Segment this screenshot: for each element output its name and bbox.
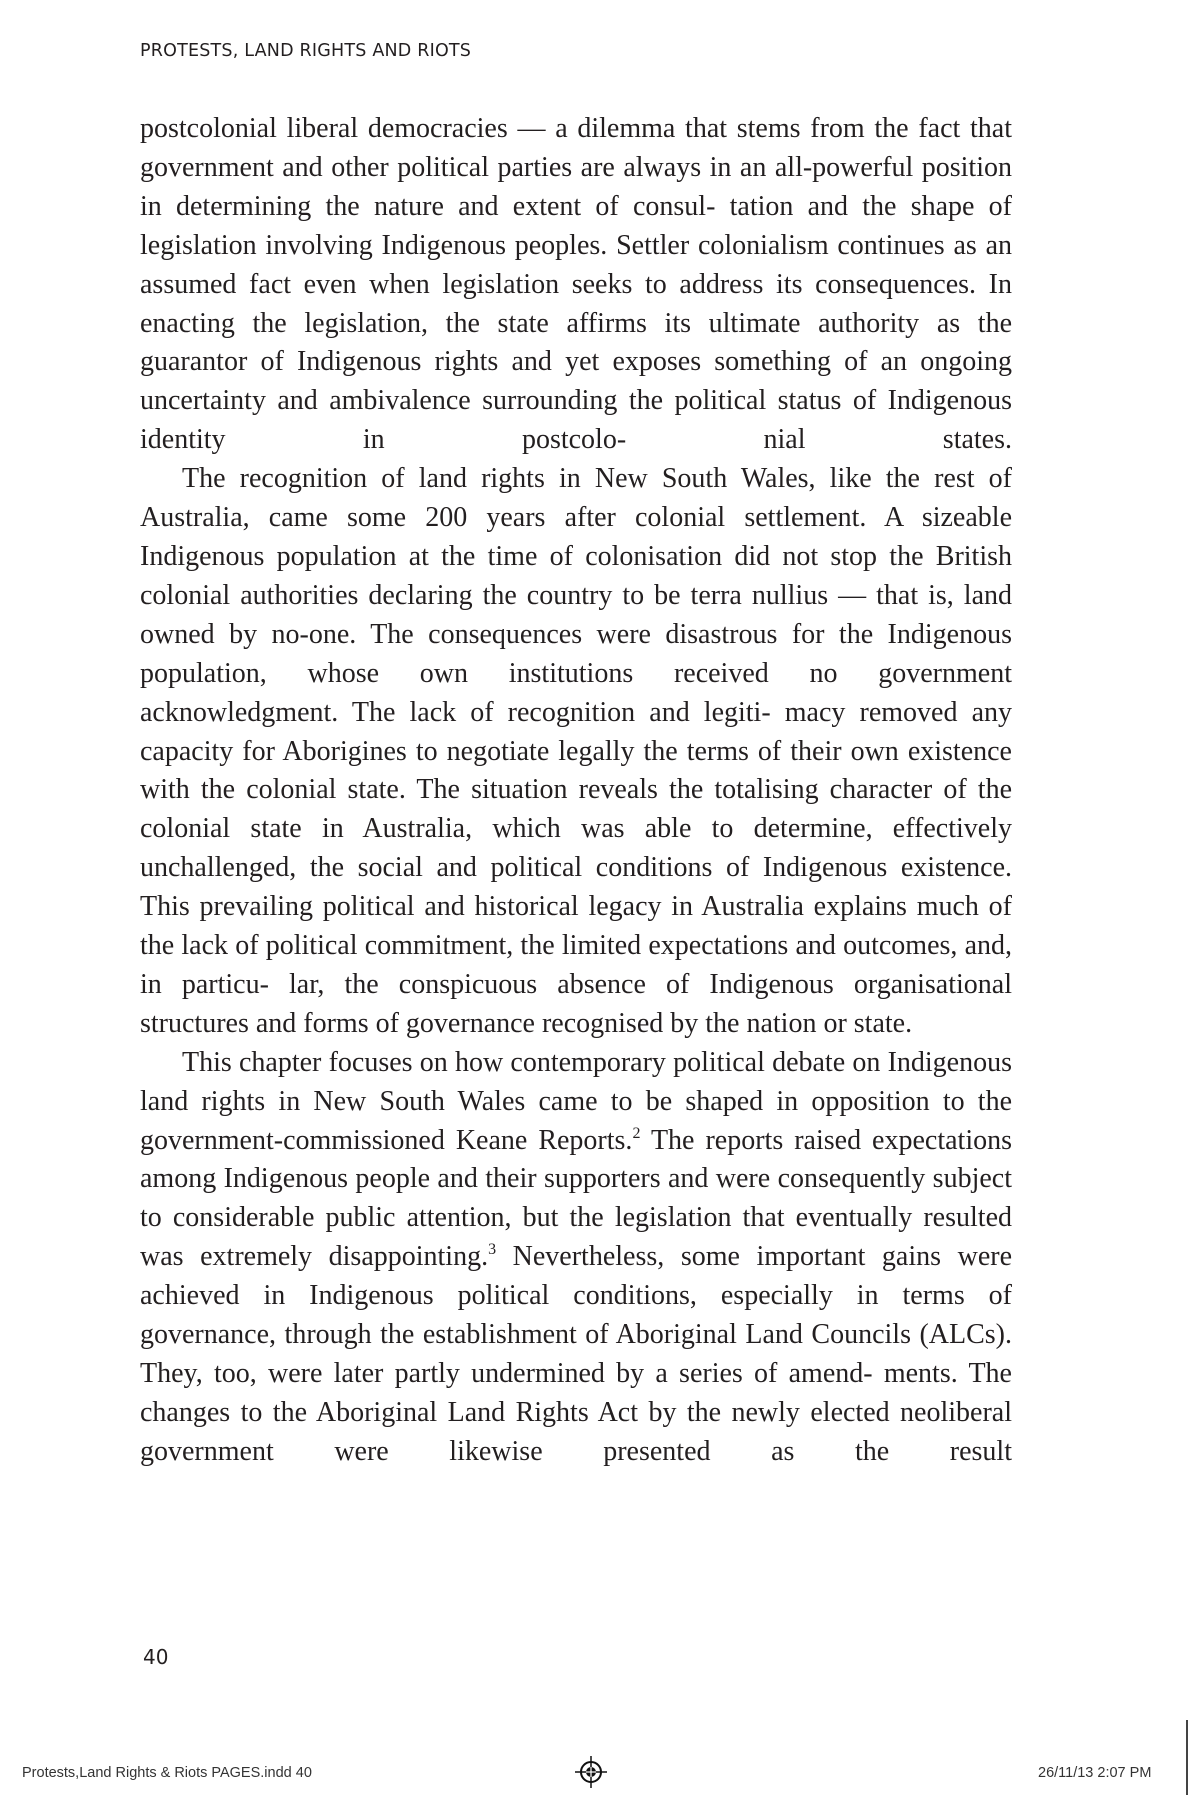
text-line: reveals the totalising character of the colonial state in Australia,	[140, 774, 1013, 845]
text-line: tation and the shape of legislation involving Indigenous peoples.	[140, 190, 1013, 261]
text-line: in Indigenous political conditions, especially in terms of governance,	[140, 1280, 1012, 1351]
text-line: disappointing.	[328, 1241, 489, 1273]
paragraph-1	[140, 110, 1012, 460]
slug-filename: Protests,Land Rights & Riots PAGES.indd 40	[22, 1765, 312, 1781]
text-line: all-powerful position in determining the nature and extent of consul-	[140, 151, 1012, 222]
text-line: lar, the conspicuous absence of Indigenous organisational structures	[140, 968, 1012, 1039]
text-line: affirms its ultimate authority as the guarantor of Indigenous rights and	[140, 307, 1013, 378]
text-line: seeks to address its consequences. In enacting the legislation, the state	[140, 268, 1012, 339]
text-line: attention, but the legislation that eventually resulted was extremely	[140, 1202, 1012, 1273]
text-line: of Australia, came some 200 years after colonial settlement. A sizeable	[140, 463, 1012, 534]
text-line: elected neoliberal government were likewise presented as the result	[140, 1396, 1012, 1467]
text-line: terms of their own existence with the colonial state. The situation	[140, 735, 1012, 806]
text-line: nial states.	[763, 424, 1013, 456]
text-line: Settler colonialism continues as an assumed fact even when legislation	[140, 229, 1012, 300]
text-line: commitment, the limited expectations and outcomes, and, in particu-	[140, 930, 1013, 1000]
paragraph-3	[140, 1044, 1012, 1472]
text-line: and forms of governance recognised by the nation or state.	[255, 1007, 913, 1039]
body-text	[140, 110, 1012, 1472]
text-line: in opposition to the government-commissioned Keane Reports.	[140, 1085, 1013, 1156]
text-line: which was able to determine, effectively unchallenged, the social and	[140, 813, 1012, 884]
registration-mark-icon	[575, 1756, 607, 1788]
text-line: Indigenous land rights in New South Wales came to be shaped	[140, 1046, 1013, 1117]
page-number: 40	[143, 1645, 169, 1669]
text-line: British colonial authorities declaring the country to be terra nullius	[140, 540, 1012, 611]
text-line: — that is, land owned by no-one. The consequences were disastrous	[140, 579, 1013, 650]
text-line: The recognition of land rights in New South Wales, like the rest	[182, 463, 975, 495]
footnote-reference-3[interactable]: 3	[488, 1241, 497, 1259]
text-line: political conditions of Indigenous existence. This prevailing political	[140, 852, 1013, 923]
slug-datetime: 26/11/13 2:07 PM	[1038, 1765, 1152, 1781]
text-line: The reports raised expectations among Indigenous people and their	[140, 1124, 1013, 1195]
text-line: postcolonial liberal democracies — a dilemma that stems from the	[140, 113, 909, 144]
paragraph-2	[140, 460, 1012, 1044]
text-line: They, too, were later partly undermined by a series of amend-	[140, 1358, 873, 1389]
crop-mark	[1186, 1720, 1188, 1795]
text-line: through the establishment of Aboriginal Land Councils (ALCs).	[284, 1319, 1012, 1351]
text-line: Indigenous population at the time of colonisation did not stop the	[140, 540, 924, 572]
text-line: Nevertheless, some important gains were achieved	[140, 1241, 1013, 1312]
text-line: ments. The changes to the Aboriginal Land Rights Act by the newly	[140, 1358, 1012, 1428]
text-line: yet exposes something of an ongoing uncertainty and ambivalence	[140, 346, 1012, 417]
footnote-reference-2[interactable]: 2	[632, 1124, 641, 1142]
text-line: This chapter focuses on how contemporary political debate on	[182, 1046, 881, 1078]
running-head: PROTESTS, LAND RIGHTS AND RIOTS	[140, 41, 472, 61]
text-line: and historical legacy in Australia explains much of the lack of political	[140, 891, 1012, 962]
text-line: supporters and were consequently subject to considerable public	[140, 1163, 1012, 1234]
text-line: fact that government and other political parties are always in an	[140, 113, 1013, 183]
text-line: government acknowledgment. The lack of recognition and legiti-	[140, 657, 1012, 728]
text-line: surrounding the political status of Indigenous identity in postcolo-	[140, 385, 1012, 456]
text-line: macy removed any capacity for Aborigines to negotiate legally the	[140, 696, 1013, 767]
text-line: for the Indigenous population, whose own institutions received no	[140, 618, 1012, 689]
